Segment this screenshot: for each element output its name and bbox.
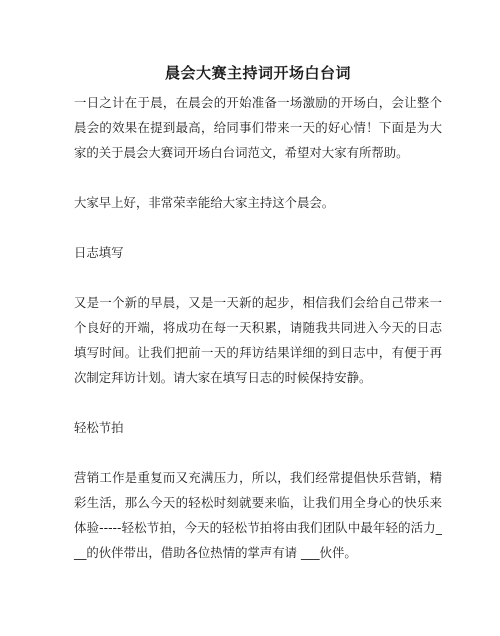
spacer [74, 215, 442, 240]
intro-paragraph: 一日之计在于晨，在晨会的开始准备一场激励的开场白，会让整个晨会的效果在提到最高，给同事们带来一天的好心情！下面是为大家的关于晨会大赛词开场白台词范文，希望对大家有所帮助。 [74, 95, 442, 160]
spacer [74, 165, 442, 190]
section-body-rhythm: 营销工作是重复而又充满压力，所以，我们经常提倡快乐营销，精彩生活，那么今天的轻松时刻就要来临，让我们用全身心的快乐来体验-----轻松节拍，今天的轻松节拍将由我们团队中最年轻的活力___的伙伴带出，借助各位热情的掌声有请 ___伙伴。 [74, 470, 442, 560]
section-heading-rhythm: 轻松节拍 [74, 420, 124, 435]
greeting-paragraph: 大家早上好，非常荣幸能给大家主持这个晨会。 [74, 195, 335, 210]
document-title: 晨会大赛主持词开场白台词 [164, 64, 351, 82]
spacer [74, 440, 442, 465]
section-body-log: 又是一个新的早晨，又是一天新的起步，相信我们会给自己带来一个良好的开端，将成功在每一天积累，请随我共同进入今天的日志填写时间。让我们把前一天的拜访结果详细的到日志中，有便于再次制定拜访计划。请大家在填写日志的时候保持安静。 [74, 295, 442, 385]
section-heading-log: 日志填写 [74, 245, 124, 260]
spacer [74, 265, 442, 290]
spacer [74, 390, 442, 415]
